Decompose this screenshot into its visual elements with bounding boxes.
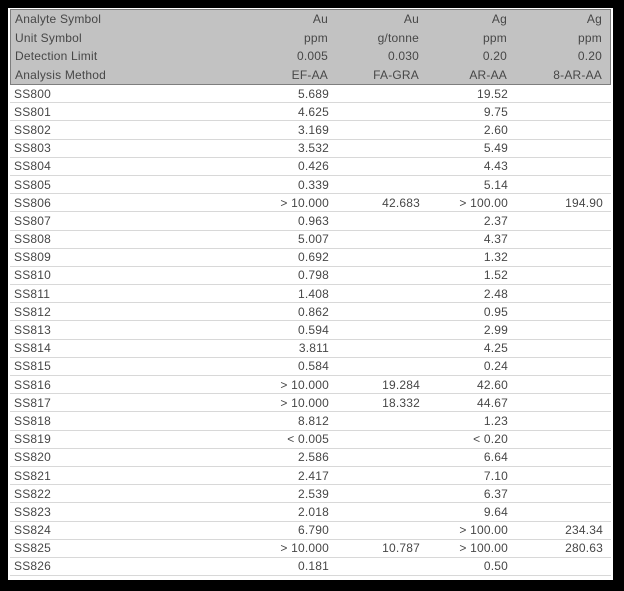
header-cell-ag-ppm2: 8-AR-AA [553, 67, 602, 82]
value-ag-ppm: 0.24 [483, 359, 508, 374]
value-ag-ppm: 7.10 [483, 468, 508, 483]
sample-row [10, 231, 611, 249]
header-row [11, 47, 610, 66]
value-ag-ppm: 6.64 [483, 450, 508, 465]
header-row-label: Unit Symbol [15, 30, 82, 45]
value-ag-ppm: 4.25 [483, 341, 508, 356]
value-au-ppm: 8.812 [297, 413, 329, 428]
sample-id: SS819 [14, 432, 52, 447]
value-au-ppm: 0.426 [297, 159, 329, 174]
value-au-ppm: > 10.000 [280, 395, 329, 410]
sample-id: SS825 [14, 541, 52, 556]
value-ag-ppm2: 280.63 [565, 541, 603, 556]
sample-row [10, 503, 611, 521]
sample-id: SS803 [14, 141, 52, 156]
sample-id: SS818 [14, 413, 52, 428]
sample-id: SS824 [14, 523, 52, 538]
header-cell-ag-ppm2: ppm [578, 30, 602, 45]
sample-id: SS826 [14, 559, 52, 574]
value-au-ppm: 0.584 [297, 359, 329, 374]
sample-row [10, 285, 611, 303]
value-au-ppm: 0.594 [297, 323, 329, 338]
value-ag-ppm2: 234.34 [565, 523, 603, 538]
value-au-ppm: 0.339 [297, 177, 329, 192]
value-ag-ppm2: 194.90 [565, 195, 603, 210]
header-row-label: Detection Limit [15, 49, 98, 64]
value-au-ppm: 2.417 [297, 468, 329, 483]
value-ag-ppm: 1.52 [483, 268, 508, 283]
header-cell-au-gtonne: g/tonne [377, 30, 419, 45]
value-au-ppm: 5.689 [297, 86, 329, 101]
sample-id: SS801 [14, 104, 52, 119]
value-au-ppm: 3.811 [298, 341, 329, 356]
value-ag-ppm: > 100.00 [459, 195, 508, 210]
value-au-ppm: 0.692 [297, 250, 329, 265]
header-cell-ag-ppm: Ag [491, 12, 507, 27]
sample-id: SS810 [14, 268, 52, 283]
header-cell-au-ppm: ppm [304, 30, 328, 45]
sample-row [10, 194, 611, 212]
value-ag-ppm: 44.67 [476, 395, 508, 410]
sample-row [10, 85, 611, 103]
value-ag-ppm: 5.49 [483, 141, 508, 156]
sample-row [10, 540, 611, 558]
value-ag-ppm: 19.52 [476, 86, 508, 101]
header-cell-au-gtonne: Au [403, 12, 419, 27]
header-cell-au-gtonne: 0.030 [387, 49, 419, 64]
value-ag-ppm: > 100.00 [459, 523, 508, 538]
header-cell-au-ppm: 0.005 [296, 49, 328, 64]
value-au-ppm: 0.798 [297, 268, 329, 283]
sample-id: SS822 [14, 486, 52, 501]
value-au-gtonne: 10.787 [382, 541, 420, 556]
sample-id: SS804 [14, 159, 52, 174]
value-au-ppm: 2.018 [297, 504, 329, 519]
value-au-gtonne: 42.683 [382, 195, 420, 210]
value-au-ppm: 4.625 [297, 104, 329, 119]
header-cell-ag-ppm: AR-AA [469, 67, 507, 82]
value-au-ppm: 3.532 [297, 141, 329, 156]
sample-id: SS812 [14, 304, 52, 319]
sample-row [10, 522, 611, 540]
sample-id: SS813 [14, 323, 52, 338]
sample-row [10, 358, 611, 376]
sample-row [10, 340, 611, 358]
header-cell-ag-ppm2: Ag [586, 12, 602, 27]
sample-id: SS817 [14, 395, 52, 410]
value-ag-ppm: 42.60 [476, 377, 508, 392]
header-cell-au-gtonne: FA-GRA [373, 67, 419, 82]
sample-row [10, 412, 611, 430]
header-cell-ag-ppm: 0.20 [482, 49, 507, 64]
sample-row [10, 321, 611, 339]
header-row [11, 66, 610, 85]
header-cell-ag-ppm: ppm [483, 30, 507, 45]
value-ag-ppm: 1.32 [483, 250, 508, 265]
sample-row [10, 303, 611, 321]
header-row-label: Analysis Method [15, 67, 107, 82]
sample-row [10, 158, 611, 176]
value-ag-ppm: 0.50 [483, 559, 508, 574]
header-cell-au-ppm: EF-AA [291, 67, 328, 82]
header-cell-ag-ppm2: 0.20 [577, 49, 602, 64]
sample-id: SS811 [14, 286, 51, 301]
sample-id: SS807 [14, 213, 52, 228]
header-row [11, 10, 610, 29]
value-au-ppm: 6.790 [297, 523, 329, 538]
sample-row [10, 558, 611, 576]
sample-row [10, 485, 611, 503]
value-au-gtonne: 19.284 [382, 377, 420, 392]
sample-id: SS802 [14, 122, 52, 137]
value-au-ppm: 3.169 [297, 122, 329, 137]
value-ag-ppm: 2.60 [483, 122, 508, 137]
value-au-gtonne: 18.332 [382, 395, 420, 410]
value-ag-ppm: 4.43 [483, 159, 508, 174]
sample-row [10, 249, 611, 267]
header-cell-au-ppm: Au [312, 12, 328, 27]
sample-row [10, 212, 611, 230]
value-ag-ppm: 9.64 [483, 504, 508, 519]
sample-id: SS800 [14, 86, 52, 101]
sample-row [10, 176, 611, 194]
table-header [10, 9, 611, 85]
sample-id: SS815 [14, 359, 52, 374]
value-au-ppm: < 0.005 [287, 432, 329, 447]
sample-row [10, 267, 611, 285]
value-ag-ppm: < 0.20 [473, 432, 508, 447]
sample-row [10, 467, 611, 485]
value-au-ppm: > 10.000 [280, 377, 329, 392]
sample-row [10, 394, 611, 412]
sample-id: SS823 [14, 504, 52, 519]
value-ag-ppm: 4.37 [483, 232, 508, 247]
sample-row [10, 121, 611, 139]
value-au-ppm: > 10.000 [280, 195, 329, 210]
value-au-ppm: 0.181 [297, 559, 329, 574]
sample-row [10, 103, 611, 121]
sample-id: SS809 [14, 250, 52, 265]
assay-report-panel [8, 8, 613, 580]
sample-id: SS814 [14, 341, 52, 356]
value-au-ppm: 5.007 [297, 232, 329, 247]
value-au-ppm: 1.408 [297, 286, 329, 301]
sample-row [10, 376, 611, 394]
value-au-ppm: 0.862 [297, 304, 329, 319]
value-ag-ppm: 0.95 [483, 304, 508, 319]
header-row-label: Analyte Symbol [15, 12, 102, 27]
sample-row [10, 431, 611, 449]
sample-id: SS821 [14, 468, 52, 483]
table-body [10, 85, 611, 576]
value-ag-ppm: 2.48 [483, 286, 508, 301]
sample-id: SS805 [14, 177, 52, 192]
value-ag-ppm: 9.75 [483, 104, 508, 119]
value-ag-ppm: 6.37 [483, 486, 508, 501]
header-row [11, 29, 610, 48]
sample-row [10, 449, 611, 467]
value-au-ppm: > 10.000 [280, 541, 329, 556]
sample-id: SS806 [14, 195, 52, 210]
value-au-ppm: 2.586 [297, 450, 329, 465]
value-au-ppm: 2.539 [297, 486, 329, 501]
sample-id: SS808 [14, 232, 52, 247]
value-ag-ppm: 1.23 [483, 413, 508, 428]
value-ag-ppm: 2.37 [483, 213, 508, 228]
value-ag-ppm: 2.99 [483, 323, 508, 338]
sample-id: SS816 [14, 377, 52, 392]
value-ag-ppm: > 100.00 [459, 541, 508, 556]
value-ag-ppm: 5.14 [483, 177, 508, 192]
value-au-ppm: 0.963 [297, 213, 329, 228]
sample-row [10, 140, 611, 158]
sample-id: SS820 [14, 450, 52, 465]
